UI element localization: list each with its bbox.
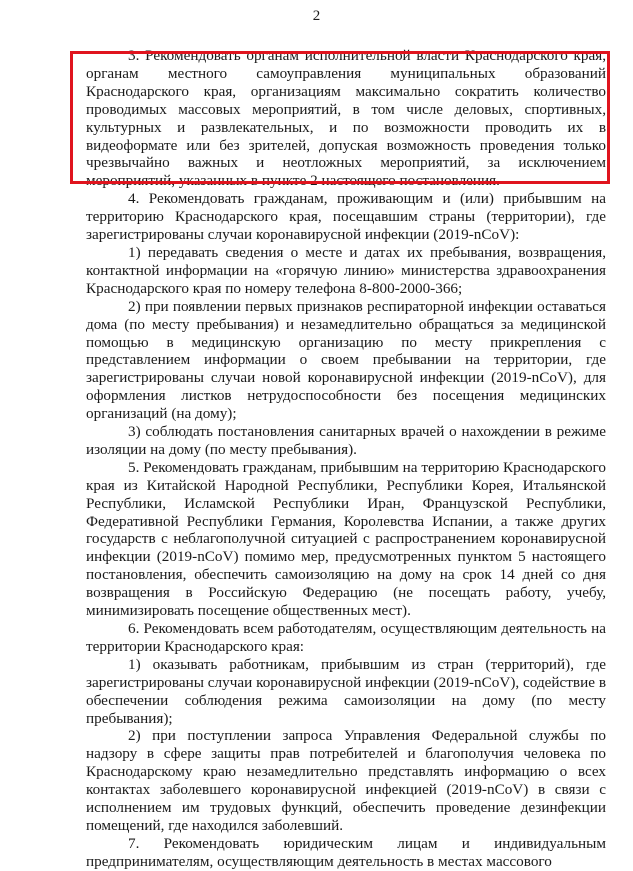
paragraph-5: 5. Рекомендовать гражданам, прибывшим на территорию Краснодарского края из Китайской Народной Республики, Республики Корея, Итальянской Республики, Исламской Республики Иран, Французской Республики, Федеративной Республики Германия, Королевства Испании, а также других государств с неблагополучной ситуацией с распространением коронавирусной инфекции (2019-nCoV) помимо мер, предусмотренных пунктом 5 настоящего постановления, обеспечить самоизоляцию на дому на срок 14 дней со дня возвращения в Российскую Федерацию (не посещать работу, учебу, минимизировать посещение общественных мест). bbox=[86, 458, 606, 620]
paragraph-7: 7. Рекомендовать юридическим лицам и индивидуальным предпринимателям, осуществляющим деятельность в местах массового bbox=[86, 834, 606, 870]
paragraph-4-item-3: 3) соблюдать постановления санитарных врачей о нахождении в режиме изоляции на дому (по месту пребывания). bbox=[86, 423, 606, 458]
paragraph-6: 6. Рекомендовать всем работодателям, осуществляющим деятельность на территории Краснодарского края: bbox=[86, 620, 606, 655]
paragraph-4: 4. Рекомендовать гражданам, проживающим и (или) прибывшим на территорию Краснодарского края, посещавшим страны (территории), где зарегистрированы случаи коронавирусной инфекции (2019-nCoV): bbox=[86, 190, 606, 244]
paragraph-6-item-1: 1) оказывать работникам, прибывшим из стран (территорий), где зарегистрированы случаи коронавирусной инфекции (2019-nCoV), содействие в обеспечении соблюдения режима самоизоляции на дому (по месту пребывания); bbox=[86, 655, 606, 727]
paragraph-6-item-2: 2) при поступлении запроса Управления Федеральной службы по надзору в сфере защиты прав потребителей и благополучия человека по Краснодарскому краю незамедлительно представлять информацию о всех контактах заболевшего коронавирусной инфекцией (2019-nCoV) в связи с исполнением им трудовых функций, обеспечить проведение дезинфекции помещений, где находился заболевший. bbox=[86, 727, 606, 834]
paragraph-3: 3. Рекомендовать органам исполнительной власти Краснодарского края, органам местного самоуправления муниципальных образований Краснодарского края, организациям максимально сократить количество проводимых массовых мероприятий, в том числе деловых, спортивных, культурных и развлекательных, и по возможности проводить их в видеоформате или без зрителей, допуская возможность проведения только чрезвычайно важных и неотложных мероприятий, за исключением мероприятий, указанных в пункте 2 настоящего постановления. bbox=[86, 47, 606, 190]
page-number: 2 bbox=[312, 8, 321, 24]
paragraph-4-item-1: 1) передавать сведения о месте и датах их пребывания, возвращения, контактной информации на «горячую линию» министерства здравоохранения Краснодарского края по номеру телефона 8-800-2000-366; bbox=[86, 243, 606, 297]
document-body bbox=[86, 47, 606, 871]
paragraph-4-item-2: 2) при появлении первых признаков респираторной инфекции оставаться дома (по месту пребывания) и незамедлительно обращаться за медицинской помощью в медицинскую организацию по месту прикрепления с представлением информации о своем пребывании на территории, где зарегистрированы случаи новой коронавирусной инфекции (2019-nCoV), для оформления листков нетрудоспособности без посещения медицинских организаций (на дому); bbox=[86, 297, 606, 423]
